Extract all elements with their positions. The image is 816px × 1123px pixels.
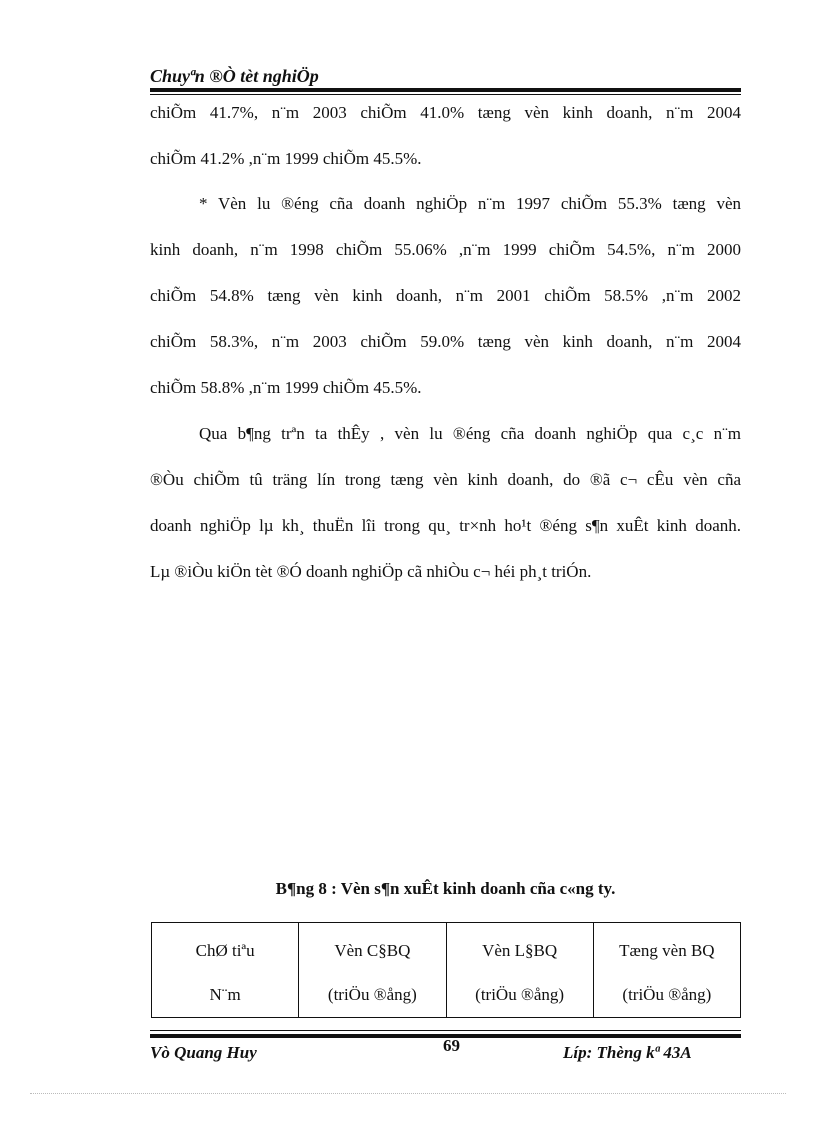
capital-table: [151, 922, 741, 1018]
header-line: Tæng vèn BQ: [619, 941, 715, 960]
table-header-cell: [593, 923, 740, 1018]
table-header-row: [152, 923, 741, 1018]
page-header-title: Chuyªn ®Ò tèt nghiÖp: [150, 66, 319, 86]
footer-author: Vò Quang Huy: [150, 1043, 257, 1062]
body-line: chiÕm 58.3%, n¨m 2003 chiÕm 59.0% tæng vèn kinh doanh, n¨m 2004: [150, 332, 741, 351]
footer-rule-thin: [150, 1030, 741, 1031]
header-line: Vèn C§BQ: [334, 941, 411, 960]
body-line: chiÕm 58.8% ,n¨m 1999 chiÕm 45.5%.: [150, 378, 422, 397]
header-rule: [150, 88, 741, 92]
footer-class: Líp: Thèng kª 43A: [563, 1043, 692, 1062]
table-header-cell: [299, 923, 446, 1018]
body-line: chiÕm 54.8% tæng vèn kinh doanh, n¨m 2001 chiÕm 58.5% ,n¨m 2002: [150, 286, 741, 305]
page-bottom-divider: [30, 1093, 786, 1094]
page-number: 69: [443, 1036, 460, 1055]
body-line: ®Òu chiÕm tû träng lín trong tæng vèn kinh doanh, do ®ã c¬ cÊu vèn cña: [150, 470, 741, 489]
header-line: (triÖu ®ång): [622, 985, 712, 1004]
header-line: (triÖu ®ång): [475, 985, 565, 1004]
body-line: Qua b¶ng trªn ta thÊy , vèn lu ®éng cña doanh nghiÖp qua c¸c n¨m: [199, 424, 741, 443]
header-line: Vèn L§BQ: [482, 941, 558, 960]
body-line: chiÕm 41.7%, n¨m 2003 chiÕm 41.0% tæng vèn kinh doanh, n¨m 2004: [150, 103, 741, 122]
header-line: ChØ tiªu: [195, 941, 255, 960]
table-header-cell: [152, 923, 299, 1018]
table-title: B¶ng 8 : Vèn s¶n xuÊt kinh doanh cña c«ng ty.: [275, 879, 616, 898]
header-line: (triÖu ®ång): [327, 985, 417, 1004]
header-line: N¨m: [209, 985, 241, 1004]
body-line: doanh nghiÖp lµ kh¸ thuËn lîi trong qu¸ tr×nh ho¹t ®éng s¶n xuÊt kinh doanh.: [150, 516, 741, 535]
header-rule-thin: [150, 94, 741, 95]
table-header-cell: [446, 923, 593, 1018]
body-line: chiÕm 41.2% ,n¨m 1999 chiÕm 45.5%.: [150, 149, 422, 168]
body-line: Lµ ®iÒu kiÖn tèt ®Ó doanh nghiÖp cã nhiÒu c¬ héi ph¸t triÓn.: [150, 562, 592, 581]
body-line: * Vèn lu ®éng cña doanh nghiÖp n¨m 1997 chiÕm 55.3% tæng vèn: [199, 194, 741, 213]
body-line: kinh doanh, n¨m 1998 chiÕm 55.06% ,n¨m 1999 chiÕm 54.5%, n¨m 2000: [150, 240, 741, 259]
